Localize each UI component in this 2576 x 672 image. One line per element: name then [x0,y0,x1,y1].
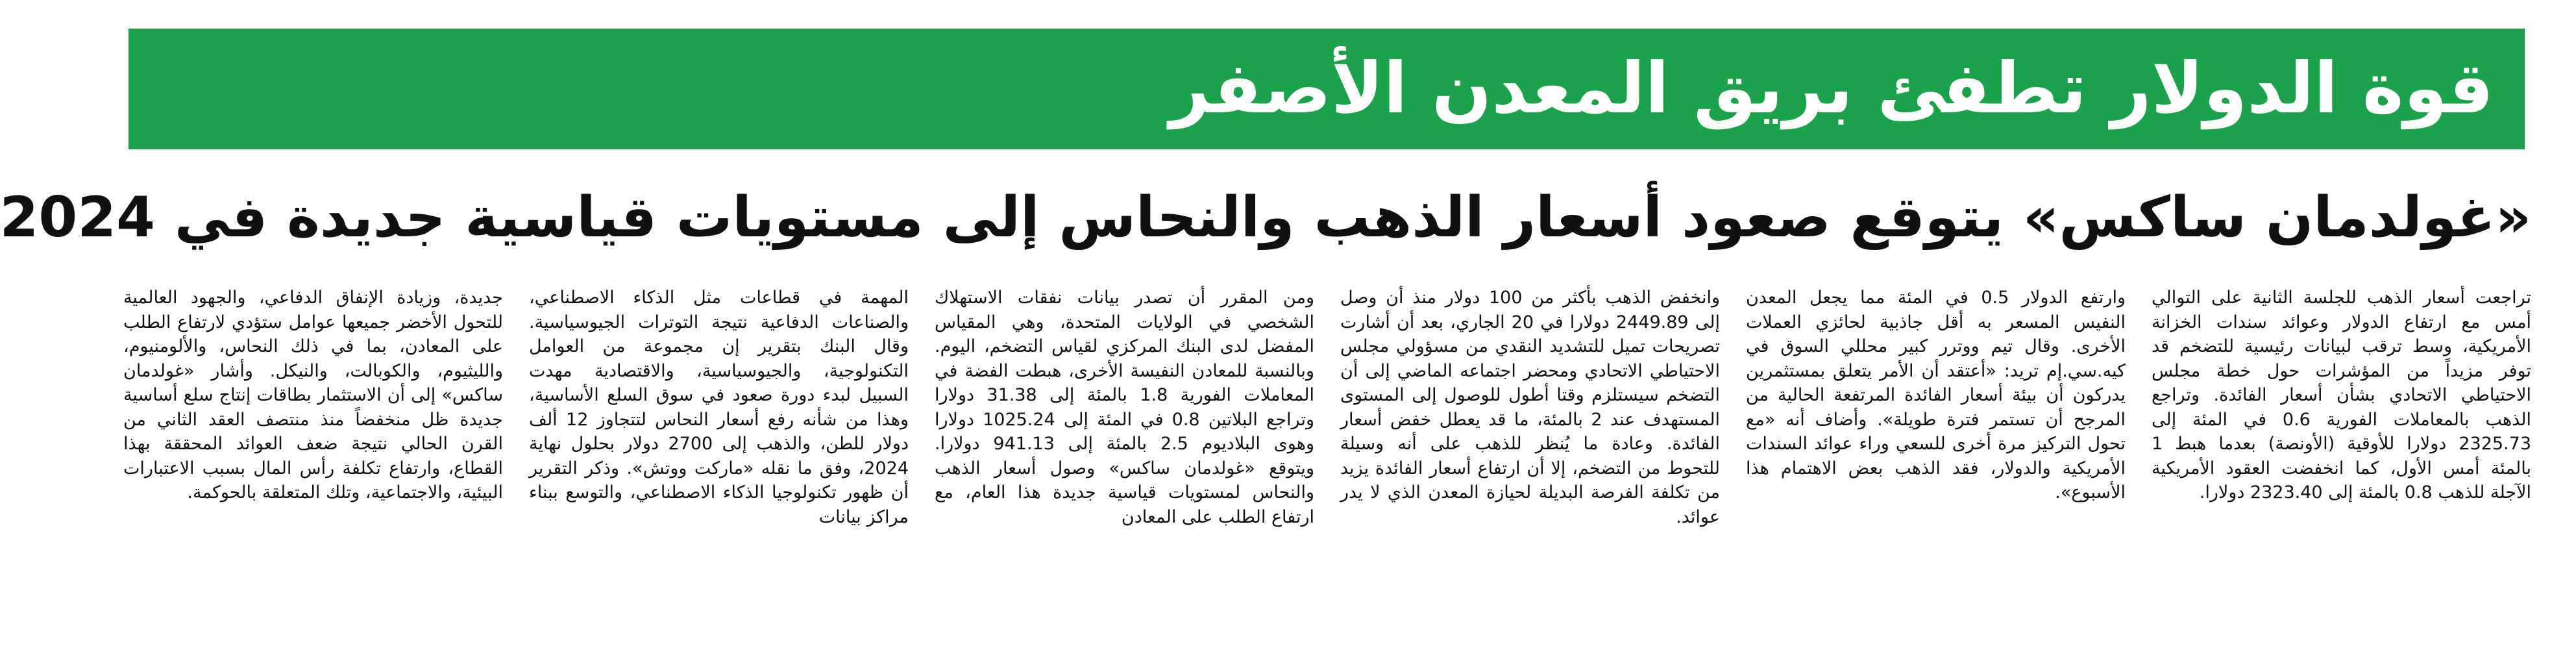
column-6-text: جديدة، وزيادة الإنفاق الدفاعي، والجهود العالمية للتحول الأخضر جميعها عوامل ستؤدي لارتفاع الطلب على المعادن، بما في ذلك النحاس، والألومنيوم، والليثيوم، والكوبالت، والنيكل. وأشار «غولدمان ساكس» إلى أن الاستثمار بطاقات إنتاج سلع أساسية جديدة ظل منخفضاً منذ منتصف العقد الثاني من القرن الحالي نتيجة ضعف العوائد المحققة بهذا القطاع، وارتفاع تكلفة رأس المال بسبب الاعتبارات البيئية، والاجتماعية، وتلك المتعلقة بالحوكمة. [123,288,503,503]
column-3-text: وانخفض الذهب بأكثر من 100 دولار منذ أن وصل إلى 2449.89 دولارا في 20 الجاري، بعد أن أشارت تصريحات تميل للتشديد النقدي من مسؤولي مجلس الاحتياطي الاتحادي ومحضر اجتماعه الماضي إلى أن التضخم سيستلزم وقتا أطول للوصول إلى المستوى المستهدف عند 2 بالمئة، ما قد يعطل خفض أسعار الفائدة. وعادة ما يُنظر للذهب على أنه وسيلة للتحوط من التضخم، إلا أن ارتفاع أسعار الفائدة يزيد من تكلفة الفرصة البديلة لحيازة المعدن الذي لا يدر عوائد. [1340,288,1721,527]
article-column-2 [1746,286,2126,662]
article-columns [123,286,2531,662]
column-4-text: ومن المقرر أن تصدر بيانات نفقات الاستهلاك الشخصي في الولايات المتحدة، وهي المقياس المفضل لدى البنك المركزي لقياس التضخم، اليوم. وبالنسبة للمعادن النفيسة الأخرى، هبطت الفضة في المعاملات الفورية 1.8 بالمئة إلى 31.38 دولارا وتراجع البلاتين 0.8 في المئة إلى 1025.24 دولارا وهوى البلاديوم 2.5 بالمئة إلى 941.13 دولارا. ويتوقع «غولدمان ساكس» وصول أسعار الذهب والنحاس لمستويات قياسية جديدة هذا العام، مع ارتفاع الطلب على المعادن [935,288,1315,527]
article-column-4 [935,286,1314,662]
article-column-3 [1340,286,1720,662]
headline-banner [129,29,2525,149]
article-column-1 [2152,286,2531,662]
article-column-6 [123,286,503,662]
column-1-text: تراجعت أسعار الذهب للجلسة الثانية على التوالي أمس مع ارتفاع الدولار وعوائد سندات الخزانة الأمريكية، وسط ترقب لبيانات رئيسية للتضخم قد توفر مزيداً من المؤشرات حول خطة مجلس الاحتياطي الاتحادي بشأن أسعار الفائدة. وتراجع الذهب بالمعاملات الفورية 0.6 في المئة إلى 2325.73 دولارا للأوقية (الأونصة) بعدما هبط 1 بالمئة أمس الأول، كما انخفضت العقود الأمريكية الآجلة للذهب 0.8 بالمئة إلى 2323.40 دولارا. [2152,288,2531,503]
column-2-text: وارتفع الدولار 0.5 في المئة مما يجعل المعدن النفيس المسعر به أقل جاذبية لحائزي العملات الأخرى. وقال تيم ووترر كبير محللي السوق في كيه.سي.إم تريد: «أعتقد أن الأمر يتعلق بمستثمرين يدركون أن بيئة أسعار الفائدة المرتفعة الحالية من المرجح أن تستمر فترة طويلة». وأضاف أنه «مع تحول التركيز مرة أخرى للسعي وراء عوائد السندات الأمريكية والدولار، فقد الذهب بعض الاهتمام هذا الأسبوع». [1746,288,2126,503]
subheadline: «غولدمان ساكس» يتوقع صعود أسعار الذهب والنحاس إلى مستويات قياسية جديدة في 2024 [0,185,2531,250]
article-column-5 [529,286,909,662]
column-5-text: المهمة في قطاعات مثل الذكاء الاصطناعي، والصناعات الدفاعية نتيجة التوترات الجيوسياسية. وقال البنك بتقرير إن مجموعة من العوامل التكنولوجية، والجيوسياسية، والاقتصادية مهدت السبيل لبدء دورة صعود في سوق السلع الأساسية، وهذا من شأنه رفع أسعار النحاس لتتجاوز 12 ألف دولار للطن، والذهب إلى 2700 دولار بحلول نهاية 2024، وفق ما نقله «ماركت ووتش». وذكر التقرير أن ظهور تكنولوجيا الذكاء الاصطناعي، والتوسع ببناء مراكز بيانات [529,288,909,527]
headline: قوة الدولار تطفئ بريق المعدن الأصفر [1169,48,2494,129]
